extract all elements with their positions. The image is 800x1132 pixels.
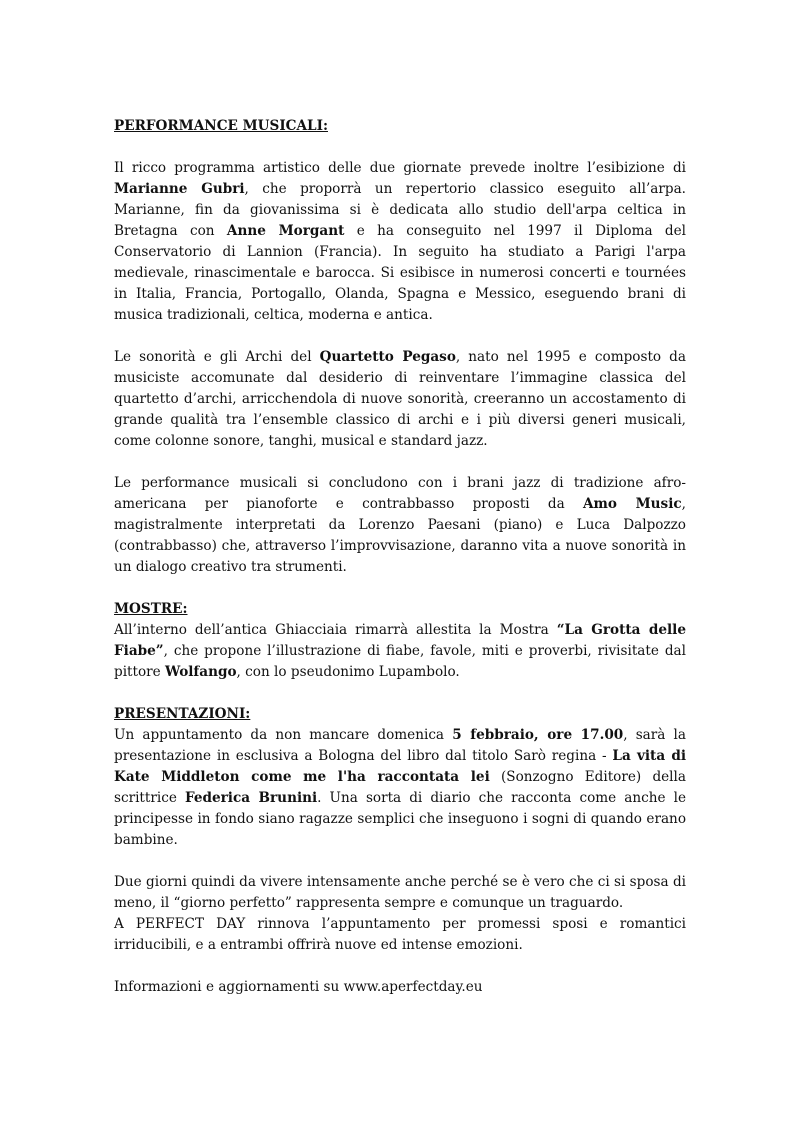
text-run: , sarà la presentazione in esclusiva a Bologna del libro dal titolo Sarò regina - [114, 727, 686, 764]
mostre-heading: MOSTRE: [114, 601, 188, 617]
text-run: Un appuntamento da non mancare domenica [114, 727, 453, 743]
info-line: Informazioni e aggiornamenti su www.aperfectday.eu [114, 979, 483, 995]
text-run: Il ricco programma artistico delle due giornate prevede inoltre l’esibizione di [114, 160, 686, 176]
closing-paragraph-perfect-day: A PERFECT DAY rinnova l’appuntamento per promessi sposi e romantici irriducibili, e a entrambi offrirà nuove ed intense emozioni. [114, 916, 686, 953]
painter-name: Wolfango [165, 664, 237, 680]
teacher-name: Anne Morgant [226, 223, 345, 239]
author-name: Federica Brunini [184, 790, 318, 806]
text-run: , che propone l’illustrazione di fiabe, favole, miti e proverbi, rivisitate dal pittore [114, 643, 686, 680]
book-subtitle: La vita di Kate Middleton come me l'ha raccontata lei [114, 748, 687, 785]
text-run: , che proporrà un repertorio classico eseguito all’arpa. Marianne, fin da giovanissima si è dedicata allo studio dell'arpa celtica in Bretagna con [114, 181, 686, 239]
performance-paragraph-jazz [114, 473, 686, 578]
presentazioni-heading: PRESENTAZIONI: [114, 706, 251, 722]
mostre-paragraph [114, 620, 686, 683]
performance-paragraph-quartet [114, 347, 686, 452]
event-date: 5 febbraio, ore 17.00 [452, 727, 624, 743]
text-run: Le performance musicali si concludono con i brani jazz di tradizione afro-americana per pianoforte e contrabbasso proposti da [114, 475, 686, 512]
performer-name: Marianne Gubri [114, 181, 245, 197]
band-name: Amo Music [582, 496, 682, 512]
text-run: , magistralmente interpretati da Lorenzo Paesani (piano) e Luca Dalpozzo (contrabbasso) che, attraverso l’improvvisazione, daranno vita a nuove sonorità in un dialogo creativo tra strumenti. [114, 496, 686, 575]
performance-heading: PERFORMANCE MUSICALI: [114, 118, 328, 134]
text-run: e ha conseguito nel 1997 il Diploma del Conservatorio di Lannion (Francia). In seguito ha studiato a Parigi l'arpa medievale, rinascimentale e barocca. Si esibisce in numerosi concerti e tournées in Italia, Francia, Portogallo, Olanda, Spagna e Messico, eseguendo brani di musica tradizionali, celtica, moderna e antica. [114, 223, 686, 323]
performance-paragraph-harp [114, 158, 686, 326]
text-run: , con lo pseudonimo Lupambolo. [236, 664, 460, 680]
quartet-name: Quartetto Pegaso [319, 349, 456, 365]
exhibition-title: “La Grotta delle Fiabe” [114, 622, 686, 659]
text-run: , nato nel 1995 e composto da musiciste accomunate dal desiderio di reinventare l’immagine classica del quartetto d’archi, arricchendola di nuove sonorità, creeranno un accostamento di grande qualità tra l’ensemble classico di archi e i più diversi generi musicali, come colonne sonore, tanghi, musical e standard jazz. [114, 349, 686, 449]
text-run: Le sonorità e gli Archi del [114, 349, 320, 365]
text-run: . Una sorta di diario che racconta come anche le principesse in fondo siano ragazze semplici che inseguono i sogni di quando erano bambine. [114, 790, 687, 848]
text-run: All’interno dell’antica Ghiacciaia rimarrà allestita la Mostra [114, 622, 557, 638]
text-run: (Sonzogno Editore) della scrittrice [114, 769, 686, 806]
document-page [114, 116, 686, 998]
presentazioni-paragraph [114, 725, 686, 851]
closing-paragraph: Due giorni quindi da vivere intensamente anche perché se è vero che ci si sposa di meno, il “giorno perfetto” rappresenta sempre e comunque un traguardo. [114, 874, 686, 911]
